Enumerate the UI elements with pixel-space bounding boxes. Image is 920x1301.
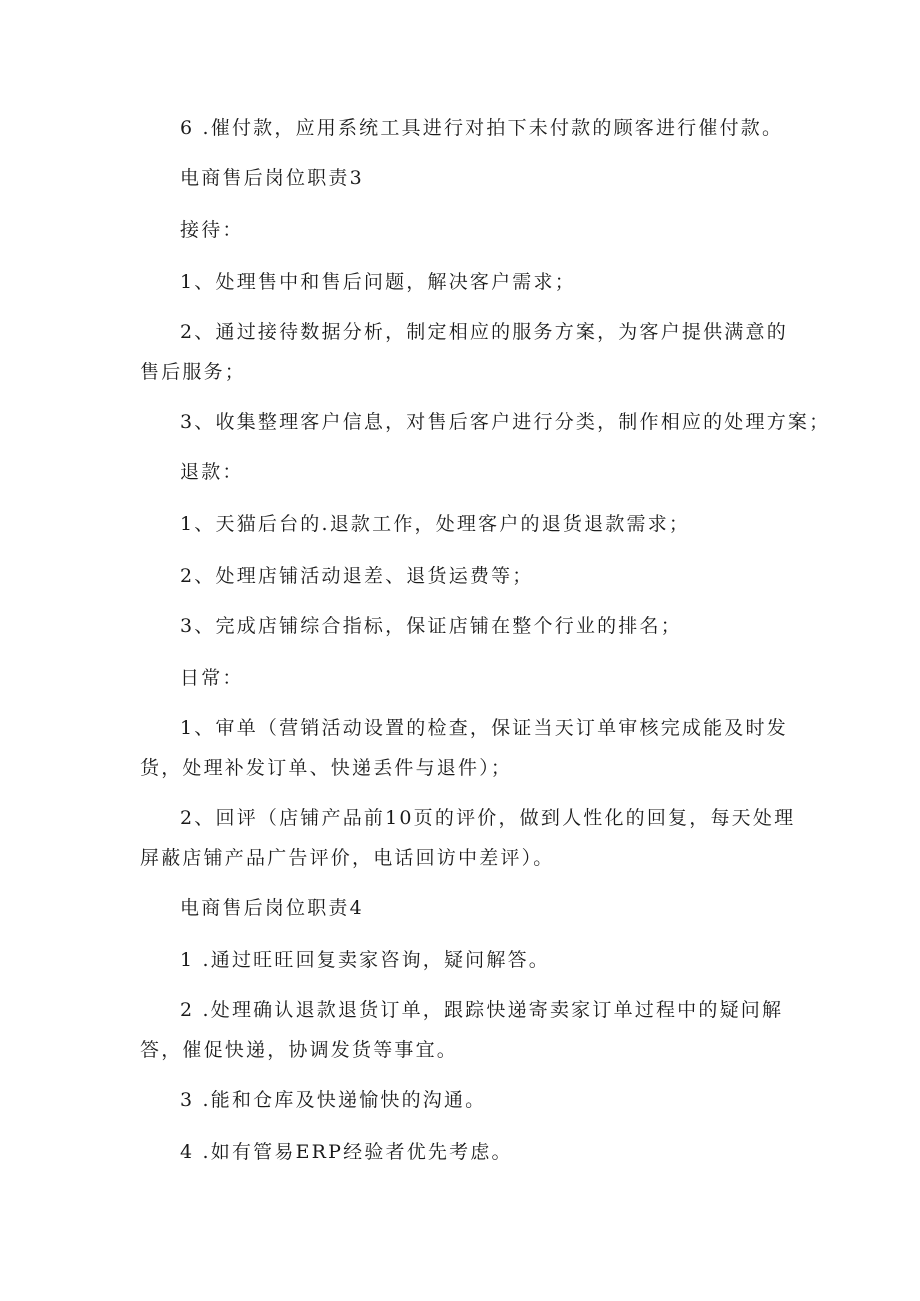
reception-item-1: 1、处理售中和售后问题，解决客户需求；	[180, 271, 576, 293]
reception-item-3: 3、收集整理客户信息，对售后客户进行分类，制作相应的处理方案；	[180, 411, 831, 433]
subheading-reception: 接待：	[180, 219, 244, 241]
daily-item-1: 1、审单（营销活动设置的检查，保证当天订单审核完成能及时发货，处理补发订单、快递丢件与退件）；	[140, 717, 788, 779]
duty-item-3: 3 .能和仓库及快递愉快的沟通。	[180, 1089, 487, 1111]
section-heading-4: 电商售后岗位职责4	[180, 897, 364, 919]
duty-item-4: 4 .如有管易ERP经验者优先考虑。	[180, 1141, 513, 1163]
duty-item-1: 1 .通过旺旺回复卖家咨询，疑问解答。	[180, 949, 550, 971]
refund-item-2: 2、处理店铺活动退差、退货运费等；	[180, 565, 534, 587]
reception-item-2: 2、通过接待数据分析，制定相应的服务方案，为客户提供满意的售后服务；	[140, 321, 788, 383]
section-heading-3: 电商售后岗位职责3	[180, 167, 364, 189]
subheading-refund: 退款：	[180, 461, 244, 483]
daily-item-2: 2、回评（店铺产品前10页的评价，做到人性化的回复，每天处理屏蔽店铺产品广告评价，电话回访中差评）。	[140, 807, 796, 869]
refund-item-3: 3、完成店铺综合指标，保证店铺在整个行业的排名；	[180, 615, 682, 637]
duty-item-2: 2 .处理确认退款退货订单，跟踪快递寄卖家订单过程中的疑问解答，催促快递，协调发货等事宜。	[140, 999, 784, 1061]
refund-item-1: 1、天猫后台的.退款工作，处理客户的退货退款需求；	[180, 513, 691, 535]
paragraph-collection-reminder: 6 .催付款，应用系统工具进行对拍下未付款的顾客进行催付款。	[180, 117, 784, 139]
subheading-daily: 日常：	[180, 667, 244, 689]
